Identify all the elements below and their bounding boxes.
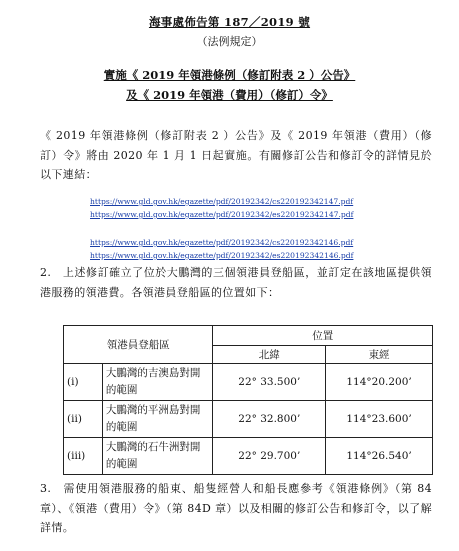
subject-line-2: 及《 2019 年領港（費用）（修訂）令》 xyxy=(126,88,333,102)
row-longitude: 114°20.200’ xyxy=(326,364,433,401)
notice-title: 海事處佈告第 187／2019 號 xyxy=(148,15,311,29)
table-row xyxy=(64,364,433,401)
row-latitude: 22° 32.800’ xyxy=(213,401,326,438)
gazette-link-english-146[interactable]: https://www.gld.gov.hk/egazette/pdf/20192342/es220192342146.pdf xyxy=(90,251,354,260)
row-longitude: 114°26.540’ xyxy=(326,438,433,475)
boarding-areas-table xyxy=(63,325,433,475)
paragraph-2: 2. 上述修訂確立了位於大鵬灣的三個領港員登船區，並訂定在該地區提供領港服務的領港費。各領港員登船區的位置如下： xyxy=(40,266,432,299)
gazette-link-chinese-147[interactable]: https://www.gld.gov.hk/egazette/pdf/20192342/cs220192342147.pdf xyxy=(90,197,354,206)
row-area-name: 大鵬灣的平洲島對開的範圍 xyxy=(102,401,213,438)
row-latitude: 22° 29.700’ xyxy=(213,438,326,475)
header-longitude: 東經 xyxy=(326,346,433,364)
subject-line-1: 實施《 2019 年領港條例（修訂附表 2 ）公告》 xyxy=(103,68,356,82)
gazette-link-chinese-146[interactable]: https://www.gld.gov.hk/egazette/pdf/20192342/cs220192342146.pdf xyxy=(90,238,354,247)
gazette-link-english-147[interactable]: https://www.gld.gov.hk/egazette/pdf/20192342/es220192342147.pdf xyxy=(90,210,354,219)
links-group-2 xyxy=(90,236,353,262)
notice-category: （法例規定） xyxy=(196,35,263,48)
header-latitude: 北緯 xyxy=(213,346,326,364)
row-index: (ii) xyxy=(64,401,103,438)
header-boarding-area: 領港員登船區 xyxy=(64,326,213,364)
paragraph-1: 《 2019 年領港條例（修訂附表 2 ）公告》及《 2019 年領港（費用）（修訂）令》將由 2020 年 1 月 1 日起實施。有關修訂公告和修訂令的詳情見於以下連結： xyxy=(40,129,432,181)
row-index: (iii) xyxy=(64,438,103,475)
links-group-1 xyxy=(90,195,353,221)
header-position: 位置 xyxy=(213,326,433,346)
row-longitude: 114°23.600’ xyxy=(326,401,433,438)
row-area-name: 大鵬灣的吉澳島對開的範圍 xyxy=(102,364,213,401)
row-index: (i) xyxy=(64,364,103,401)
table-row xyxy=(64,438,433,475)
row-latitude: 22° 33.500’ xyxy=(213,364,326,401)
row-area-name: 大鵬灣的石牛洲對開的範圍 xyxy=(102,438,213,475)
table-row xyxy=(64,401,433,438)
paragraph-3: 3. 需使用領港服務的船東、船隻經營人和船長應參考《領港條例》（第 84 章）、《領港（費用）令》（第 84D 章）以及相關的修訂公告和修訂令，以了解詳情。 xyxy=(40,482,432,534)
